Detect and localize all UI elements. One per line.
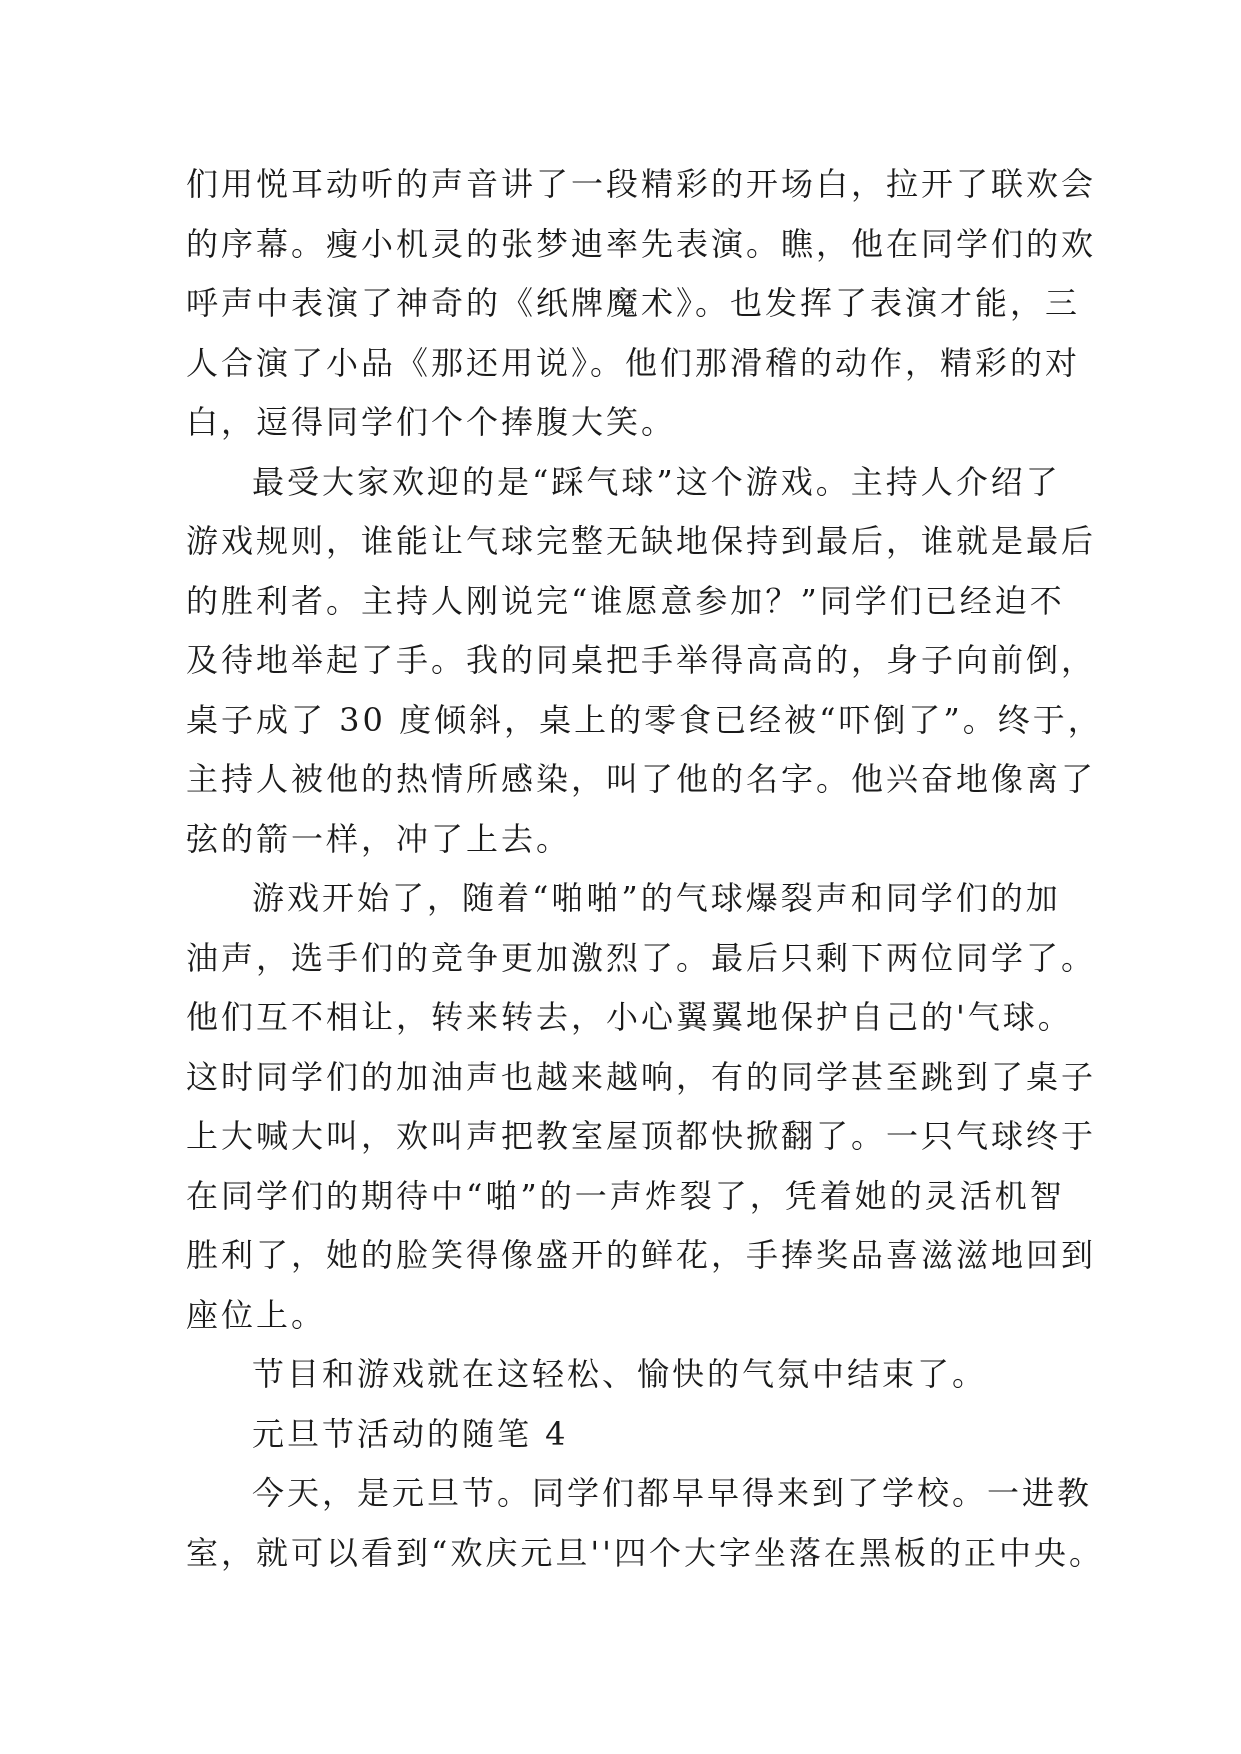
paragraph-first-line: 游戏开始了，随着“啪啪”的气球爆裂声和同学们的加 (252, 879, 1061, 917)
text-line: 游戏规则，谁能让气球完整无缺地保持到最后，谁就是最后 (186, 522, 1097, 560)
text-line: 人合演了小品《那还用说》。他们那滑稽的动作，精彩的对 (186, 343, 1081, 382)
text-line: 桌子成了 30 度倾斜，桌上的零食已经被“吓倒了”。终于， (186, 700, 1103, 739)
text-line: 上大喊大叫，欢叫声把教室屋顶都快掀翻了。一只气球终于 (186, 1117, 1097, 1155)
text-line: 在同学们的期待中“啪”的一声炸裂了，凭着她的灵活机智 (186, 1176, 1065, 1215)
section-heading: 元旦节活动的随笔 4 (252, 1414, 569, 1453)
paragraph-first-line: 节目和游戏就在这轻松、愉快的气氛中结束了。 (252, 1355, 988, 1393)
text-line: 及待地举起了手。我的同桌把手举得高高的，身子向前倒， (186, 641, 1097, 679)
body-text (186, 155, 1104, 1583)
text-line: 这时同学们的加油声也越来越响，有的同学甚至跳到了桌子 (186, 1057, 1097, 1096)
text-line: 们用悦耳动听的声音讲了一段精彩的开场白，拉开了联欢会 (186, 165, 1097, 203)
text-line: 室，就可以看到“欢庆元旦''四个大字坐落在黑板的正中央。 (186, 1533, 1104, 1572)
text-line: 他们互不相让，转来转去，小心翼翼地保护自己的'气球。 (186, 998, 1073, 1036)
paragraph-first-line: 今天，是元旦节。同学们都早早得来到了学校。一进教 (252, 1474, 1093, 1512)
text-line: 油声，选手们的竞争更加激烈了。最后只剩下两位同学了。 (186, 938, 1097, 977)
text-line: 胜利了，她的脸笑得像盛开的鲜花，手捧奖品喜滋滋地回到 (186, 1236, 1097, 1274)
text-line: 弦的箭一样，冲了上去。 (186, 819, 572, 858)
paragraph-first-line: 最受大家欢迎的是“踩气球”这个游戏。主持人介绍了 (252, 462, 1061, 501)
text-line: 的序幕。瘦小机灵的张梦迪率先表演。瞧，他在同学们的欢 (186, 224, 1097, 263)
text-line: 的胜利者。主持人刚说完“谁愿意参加？”同学们已经迫不 (186, 581, 1065, 620)
text-line: 呼声中表演了神奇的《纸牌魔术》。也发挥了表演才能，三 (186, 284, 1081, 322)
text-line: 主持人被他的热情所感染，叫了他的名字。他兴奋地像离了 (186, 760, 1097, 798)
text-line: 座位上。 (186, 1295, 327, 1334)
text-line: 白，逗得同学们个个捧腹大笑。 (186, 403, 677, 441)
